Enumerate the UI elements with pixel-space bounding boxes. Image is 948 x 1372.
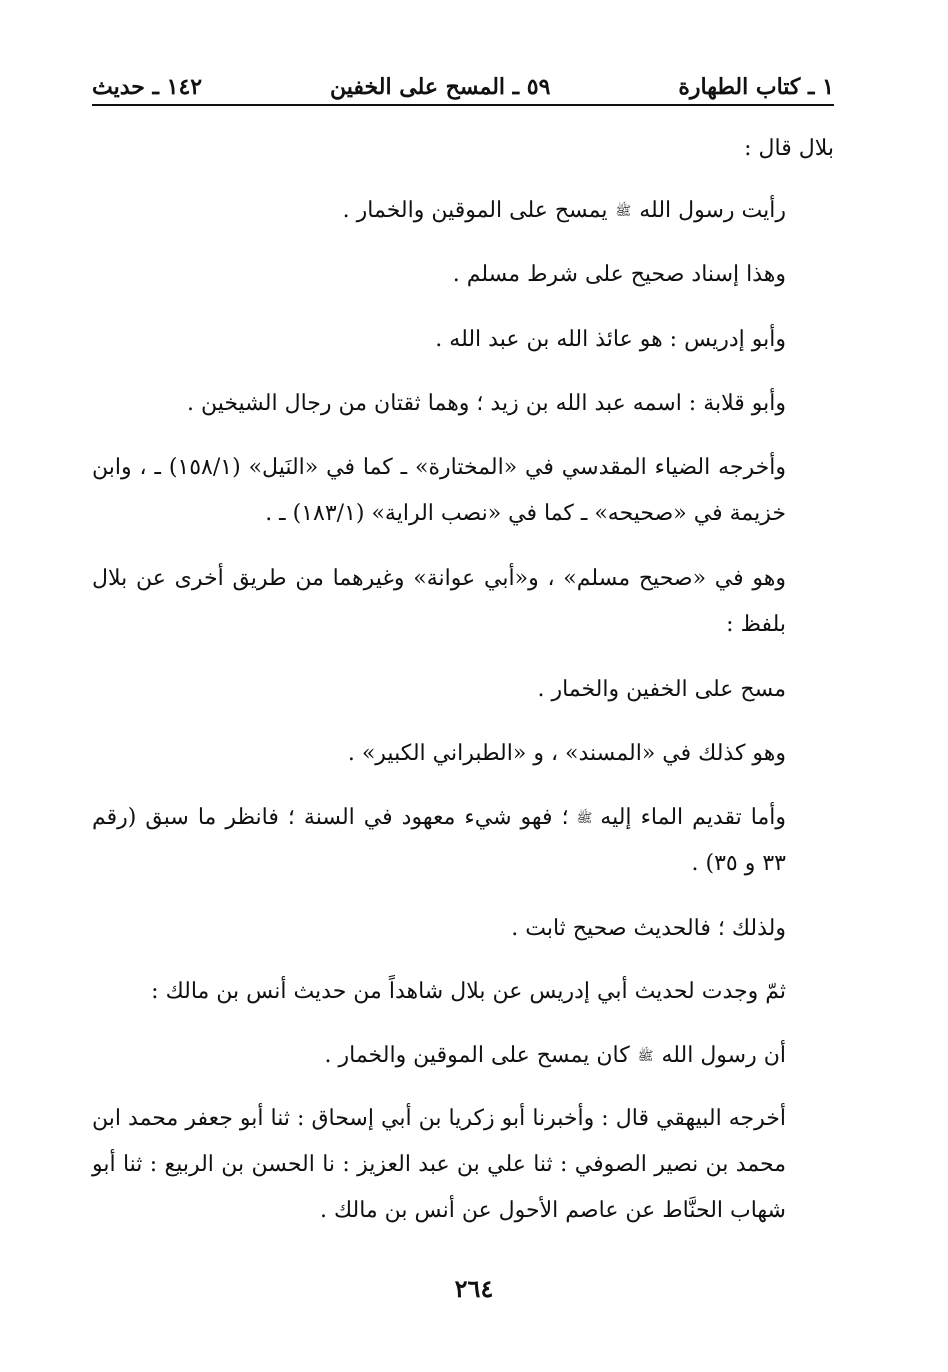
header-hadith-number: ١٤٢ ـ حديث [92, 74, 203, 100]
paragraph-shahid: ثمّ وجدت لحديث أبي إدريس عن بلال شاهداً من حديث أنس بن مالك : [151, 979, 786, 1004]
paragraph-anas-hadith [92, 1033, 834, 1079]
paragraph-water [92, 795, 834, 887]
paragraph-isnad-grade: وهذا إسناد صحيح على شرط مسلم . [452, 262, 786, 287]
paragraph-abu-qilaba: وأبو قلابة : اسمه عبد الله بن زيد ؛ وهما ثقتان من رجال الشيخين . [186, 391, 786, 416]
header-book-title: ١ ـ كتاب الطهارة [678, 74, 834, 100]
paragraph-abu-idris: وأبو إدريس : هو عائذ الله بن عبد الله . [435, 327, 786, 352]
anas-text-before: أن رسول الله [661, 1043, 786, 1068]
page-number: ٢٦٤ [454, 1274, 494, 1303]
paragraph-sahih-muslim: وهو في «صحيح مسلم» ، و«أبي عوانة» وغيرهما من طريق أخرى عن بلال بلفظ : [92, 566, 786, 637]
running-header [92, 66, 834, 106]
paragraph-continuation: بلال قال : [744, 136, 834, 161]
paragraph-bayhaqi: أخرجه البيهقي قال : وأخبرنا أبو زكريا بن أبي إسحاق : ثنا أبو جعفر محمد ابن محمد بن نصير الصوفي : ثنا علي بن عبد العزيز : نا الحسن بن الربيع : ثنا أبو شهاب الحنَّاط عن عاصم الأحول عن أنس بن مالك . [92, 1106, 786, 1223]
salutation-icon: ﷺ [637, 1048, 654, 1064]
header-chapter-title: ٥٩ ـ المسح على الخفين [330, 74, 551, 100]
water-text-after: ؛ فهو شيء معهود في السنة ؛ فانظر ما سبق (رقم ٣٣ و ٣٥) . [92, 805, 786, 876]
paragraph-hadith-text [92, 188, 834, 234]
salutation-icon: ﷺ [576, 810, 593, 826]
paragraph-takhrij-diya: وأخرجه الضياء المقدسي في «المختارة» ـ كما في «النَيل» (١٥٨/١) ـ ، وابن خزيمة في «صحيحه» ـ كما في «نصب الراية» (١٨٣/١) ـ . [92, 455, 787, 526]
salutation-icon: ﷺ [615, 203, 632, 219]
hadith-text-after: يمسح على الموقين والخمار . [342, 198, 608, 223]
paragraph-wording: مسح على الخفين والخمار . [537, 677, 786, 702]
paragraph-conclusion: ولذلك ؛ فالحديث صحيح ثابت . [511, 916, 786, 941]
water-text-before: وأما تقديم الماء إليه [600, 805, 786, 830]
anas-text-after: كان يمسح على الموقين والخمار . [324, 1043, 630, 1068]
paragraph-musnad: وهو كذلك في «المسند» ، و «الطبراني الكبير» . [347, 741, 786, 766]
hadith-text-before: رأيت رسول الله [639, 198, 786, 223]
